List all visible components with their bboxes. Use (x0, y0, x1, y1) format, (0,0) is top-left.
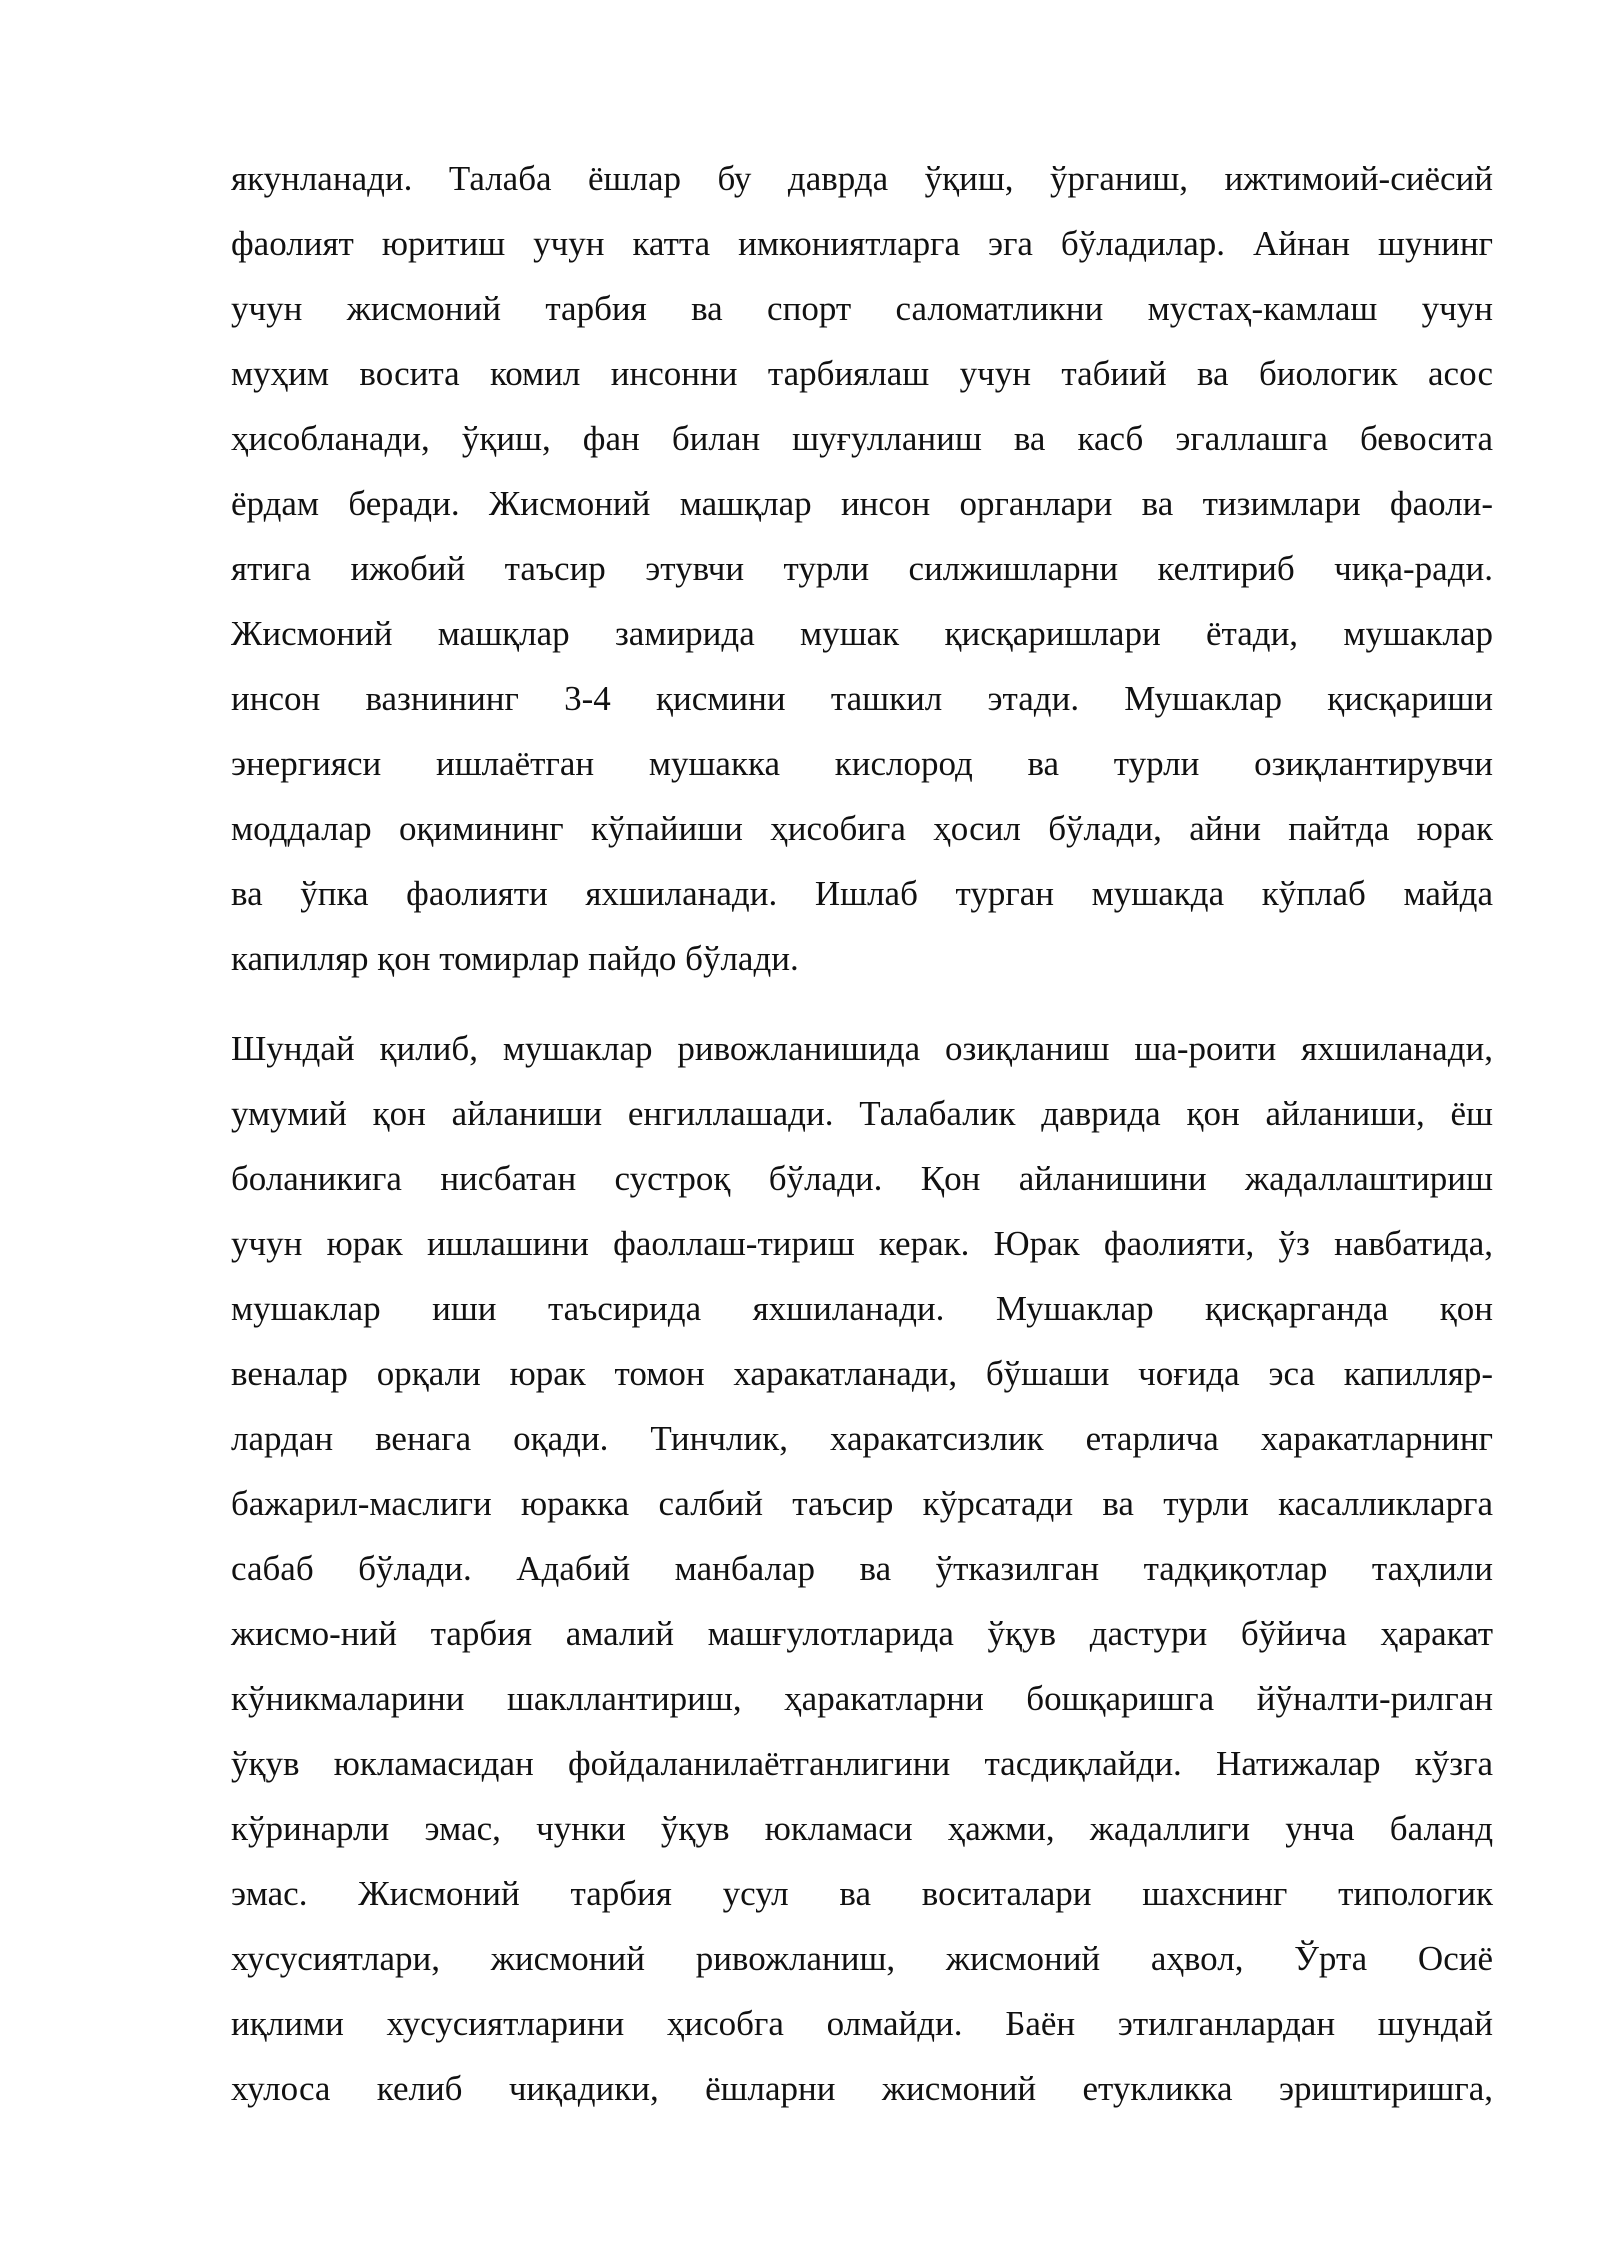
text-line: хулоса келиб чиқадики, ёшларни жисмоний етукликка эриштиришга, (231, 2069, 1493, 2108)
text-line: моддалар оқимининг кўпайиши ҳисобига ҳосил бўлади, айни пайтда юрак (231, 809, 1493, 848)
text-line: капилляр қон томирлар пайдо бўлади. (231, 939, 799, 978)
text-line: инсон вазнининг 3-4 қисмини ташкил этади. Мушаклар қисқариши (231, 679, 1493, 718)
text-line: бажарил-маслиги юракка салбий таъсир кўрсатади ва турли касалликларга (231, 1484, 1493, 1523)
text-line: ятига ижобий таъсир этувчи турли силжишларни келтириб чиқа-ради. (231, 549, 1493, 588)
text-line: сабаб бўлади. Адабий манбалар ва ўтказилган тадқиқотлар таҳлили (231, 1549, 1493, 1588)
text-line: жисмо-ний тарбия амалий машғулотларида ўқув дастури бўйича ҳаракат (231, 1614, 1493, 1653)
text-line: ҳисобланади, ўқиш, фан билан шуғулланиш ва касб эгаллашга бевосита (231, 419, 1493, 458)
text-line: ёрдам беради. Жисмоний машқлар инсон органлари ва тизимлари фаоли- (231, 484, 1493, 523)
text-line: фаолият юритиш учун катта имкониятларга эга бўладилар. Айнан шунинг (231, 224, 1493, 263)
text-line: учун жисмоний тарбия ва спорт саломатликни мустаҳ-камлаш учун (231, 289, 1493, 328)
text-line: хусусиятлари, жисмоний ривожланиш, жисмоний аҳвол, Ўрта Осиё (231, 1939, 1493, 1978)
text-line: мушаклар иши таъсирида яхшиланади. Мушаклар қисқарганда қон (231, 1289, 1493, 1328)
text-line: веналар орқали юрак томон харакатланади, бўшаши чоғида эса капилляр- (231, 1354, 1493, 1393)
text-line: умумий қон айланиши енгиллашади. Талабалик даврида қон айланиши, ёш (231, 1094, 1493, 1133)
text-line: Жисмоний машқлар замирида мушак қисқаришлари ётади, мушаклар (231, 614, 1493, 653)
paragraph-1 (231, 146, 1493, 991)
text-line: ўқув юкламасидан фойдаланилаётганлигини тасдиқлайди. Натижалар кўзга (231, 1744, 1493, 1783)
text-line: боланикига нисбатан сустроқ бўлади. Қон айланишини жадаллаштириш (231, 1159, 1493, 1198)
paragraph-2 (231, 1016, 1493, 2121)
text-line: ва ўпка фаолияти яхшиланади. Ишлаб турган мушакда кўплаб майда (231, 874, 1493, 913)
text-line: кўникмаларини шакллантириш, ҳаракатларни бошқаришга йўналти-рилган (231, 1679, 1493, 1718)
text-line: муҳим восита комил инсонни тарбиялаш учун табиий ва биологик асос (231, 354, 1493, 393)
text-line: кўринарли эмас, чунки ўқув юкламаси ҳажми, жадаллиги унча баланд (231, 1809, 1493, 1848)
text-line: эмас. Жисмоний тарбия усул ва воситалари шахснинг типологик (231, 1874, 1493, 1913)
text-line: лардан венага оқади. Тинчлик, харакатсизлик етарлича харакатларнинг (231, 1419, 1493, 1458)
text-line: энергияси ишлаётган мушакка кислород ва турли озиқлантирувчи (231, 744, 1493, 783)
text-line: Шундай қилиб, мушаклар ривожланишида озиқланиш ша-роити яхшиланади, (231, 1029, 1493, 1068)
text-line: иқлими хусусиятларини ҳисобга олмайди. Баён этилганлардан шундай (231, 2004, 1493, 2043)
text-line: якунланади. Талаба ёшлар бу даврда ўқиш, ўрганиш, ижтимоий-сиёсий (231, 159, 1493, 198)
text-line: учун юрак ишлашини фаоллаш-тириш керак. Юрак фаолияти, ўз навбатида, (231, 1224, 1493, 1263)
